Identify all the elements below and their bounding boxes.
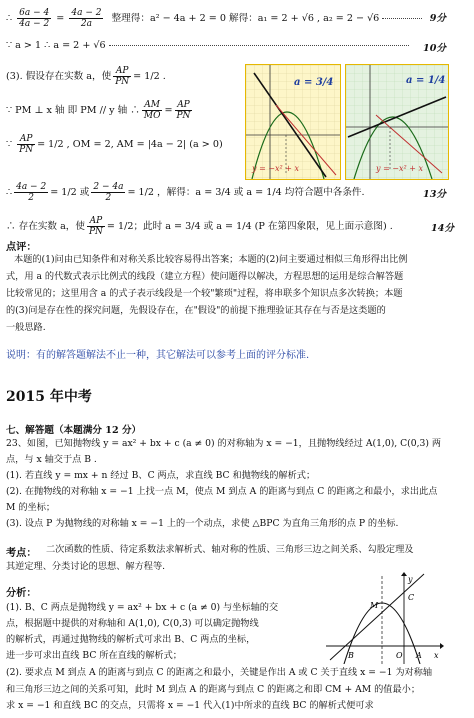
- graph-svg-2: [346, 65, 448, 179]
- problem-line-6: (3). 设点 P 为抛物线的对称轴 x = −1 上的一个动点，求使 △BPC 为直角三角形的点 P 的坐标.: [6, 518, 399, 529]
- analysis-line-2: 点，根据题中提供的对称轴和 A(1,0), C(0,3) 可以确定抛物线: [6, 618, 259, 629]
- graph2-equation: y = −x² + x: [376, 164, 424, 173]
- analysis-line-1: (1). B、C 两点是抛物线 y = ax² + bx + c (a ≠ 0) 与坐标轴的交: [6, 602, 279, 613]
- points-10: 10分: [423, 43, 446, 54]
- analysis-title: 分析：: [6, 587, 37, 599]
- graph-a-three-quarters: [245, 64, 341, 180]
- fig-c-label: C: [408, 593, 415, 602]
- graph-a-one-quarter: [345, 64, 449, 180]
- comment-line-4: 的(3)问是存在性的探究问题，先假设存在，在"假设"的前提下推理验证其存在与否是这类题的: [6, 305, 386, 316]
- kaodian-title: 考点：: [6, 547, 37, 559]
- graph-svg-1: [246, 65, 340, 179]
- comment-title: 点评：: [6, 241, 37, 253]
- points-14: 14分: [431, 223, 454, 234]
- fig-x-label: x: [434, 651, 439, 660]
- parabola-figure: [326, 572, 444, 664]
- analysis-line-4: 进一步可求出直线 BC 所在直线的解析式；: [6, 650, 182, 661]
- problem-line-4: (2). 在抛物线的对称轴 x = −1 上找一点 M，使点 M 到点 A 的距离与到点 C 的距离之和最小，求出此点: [6, 486, 438, 497]
- kaodian-line-2: 其逆定理、分类讨论的思想、解方程等.: [6, 561, 166, 572]
- problem-line-3: (1). 若直线 y = mx + n 经过 B、C 两点，求直线 BC 和抛物线的解析式；: [6, 470, 316, 481]
- solution-line-1: ∴ $\frac{6a - 4}{4a - 2}$ = $\frac{4a - 2}{2a}$ 整理得：a² − 4a + 2 = 0 解得：a₁ = 2 + √6 , a₂ = 2 − √6: [6, 8, 422, 29]
- problem-line-1: 23、如图，已知抛物线 y = ax² + bx + c (a ≠ 0) 的对称轴为 x = −1，且抛物线经过 A(1,0), C(0,3) 两: [6, 438, 442, 449]
- points-13: 13分: [423, 189, 446, 200]
- graph2-a-label: a = 1/4: [406, 75, 446, 86]
- fig-a-label: A: [416, 651, 422, 660]
- graph1-a-label: a = 3/4: [294, 77, 334, 88]
- comment-line-3: 比较常见的；这里用含 a 的式子表示线段是一个较"繁琐"过程，将串联多个知识点多次转换；本题: [6, 288, 403, 299]
- problem-line-2: 点，与 x 轴交于点 B .: [6, 454, 97, 465]
- problem-line-5: M 的坐标；: [6, 502, 56, 513]
- parabola-svg: [326, 572, 444, 664]
- fig-o-label: O: [396, 651, 403, 660]
- analysis-line-3: 的解析式，再通过抛物线的解析式可求出 B、C 两点的坐标，: [6, 634, 256, 645]
- fig-m-label: M: [370, 601, 379, 610]
- solution-line-2: ∵ a > 1 ∴ a = 2 + √6: [6, 40, 409, 52]
- problem-header: 七、解答题（本题满分 12 分）: [6, 425, 142, 436]
- analysis-line-6: 和三角形三边之间的关系可知，此时 M 到点 A 的距离与到点 C 的距离之和即 CM + AM 的值最小；: [6, 684, 421, 695]
- analysis-line-7: 求 x = −1 和直线 BC 的交点，只需将 x = −1 代入(1)中所求的直线 BC 的解析式便可求: [6, 700, 374, 711]
- section-title: 2015 年中考: [6, 389, 92, 405]
- comment-line-5: 一般思路.: [6, 322, 46, 333]
- fig-y-label: y: [408, 575, 413, 584]
- comment-line-2: 式，用 a 的代数式表示比例式的线段（建立方程）使问题得以解决，方程思想的运用是综合解答题: [6, 271, 404, 282]
- kaodian-line-1: 二次函数的性质、待定系数法求解析式、轴对称的性质、三角形三边之间关系、勾股定理及: [46, 544, 414, 555]
- fig-b-label: B: [348, 651, 354, 660]
- solution-line-3: (3). 假设存在实数 a，使 $\frac{AP}{PN}$ = 1/2 .: [6, 66, 166, 87]
- analysis-line-5: (2). 要求点 M 到点 A 的距离与到点 C 的距离之和最小，关键是作出 A 或 C 关于直线 x = −1 为对称轴: [6, 667, 433, 678]
- solution-line-4: ∵ PM ⊥ x 轴 即 PM // y 轴 ∴ $\frac{AM}{MO}$ = $\frac{AP}{PN}$: [6, 100, 191, 121]
- solution-line-6: ∴ $\frac{4a - 2}{2}$ = 1/2 或 $\frac{2 - 4a}{2}$ = 1/2 ，解得：a = 3/4 或 a = 1/4 均符合题中各条件.: [6, 182, 365, 203]
- graph1-equation: y = −x² + x: [252, 164, 300, 173]
- scoring-note: 说明：有的解答题解法不止一种，其它解法可以参考上面的评分标准.: [6, 350, 310, 361]
- comment-line-1: 本题的(1)问由已知条件和对称关系比较容易得出答案；本题的(2)问主要通过相似三角形得出比例: [14, 254, 408, 265]
- solution-line-7: ∴ 存在实数 a，使 $\frac{AP}{PN}$ = 1/2；此时 a = 3/4 或 a = 1/4 (P 在第四象限，见上面示意图) .: [6, 216, 393, 237]
- points-9: 9分: [429, 13, 446, 24]
- solution-line-5: ∵ $\frac{AP}{PN}$ = 1/2 , OM = 2, AM = |4a − 2| (a > 0): [6, 134, 223, 155]
